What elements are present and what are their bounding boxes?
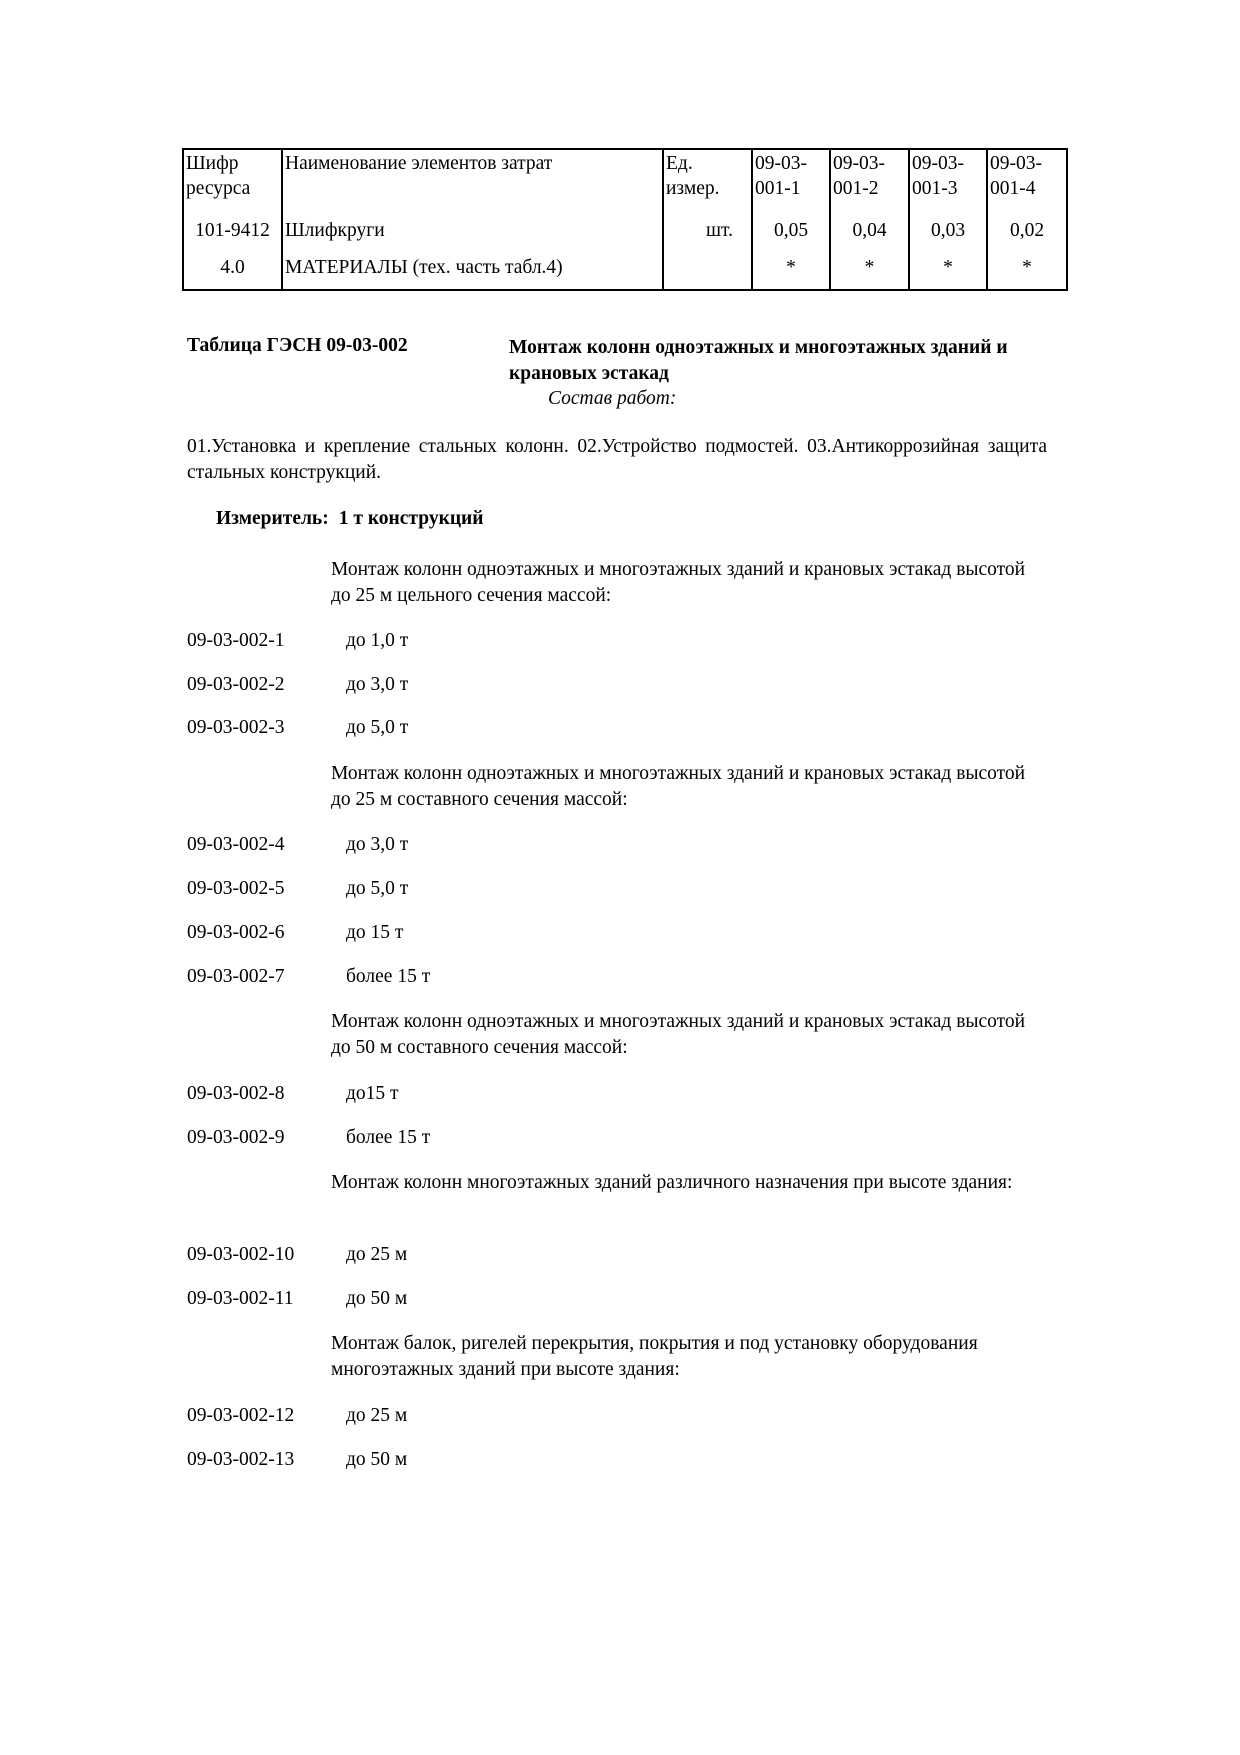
- rate-code: 09-03-002-10: [187, 1244, 295, 1265]
- rate-code: 09-03-002-13: [187, 1449, 295, 1470]
- cell-code: 4.0: [183, 252, 282, 290]
- rate-code: 09-03-002-9: [187, 1127, 285, 1148]
- work-composition: 01.Установка и крепление стальных колонн. 02.Устройство подмостей. 03.Антикоррозийная защита стальных конструкций.: [187, 436, 1047, 483]
- rate-desc: до 5,0 т: [346, 717, 409, 738]
- table-row: [183, 252, 1067, 290]
- rate-desc: до 50 м: [346, 1449, 408, 1470]
- rate-desc: до 5,0 т: [346, 878, 409, 899]
- rate-code: 09-03-002-1: [187, 630, 285, 651]
- cell-value: 0,05: [752, 215, 830, 252]
- header-col-4: 09-03- 001-4: [987, 149, 1067, 215]
- rate-code: 09-03-002-11: [187, 1288, 294, 1309]
- table-title: Монтаж колонн одноэтажных и многоэтажных зданий и крановых эстакад: [509, 337, 1008, 384]
- group-heading: Монтаж колонн одноэтажных и многоэтажных зданий и крановых эстакад высотой до 50 м составного сечения массой:: [331, 1011, 1026, 1058]
- table-row: [183, 215, 1067, 252]
- rate-code: 09-03-002-7: [187, 966, 285, 987]
- cell-value: 0,02: [987, 215, 1067, 252]
- rate-code: 09-03-002-6: [187, 922, 285, 943]
- cell-value: *: [830, 252, 909, 290]
- rate-desc: до 1,0 т: [346, 630, 409, 651]
- rate-desc: до 3,0 т: [346, 834, 409, 855]
- cell-value: *: [752, 252, 830, 290]
- cell-name: Шлифкруги: [282, 215, 663, 252]
- measure-value: 1 т конструкций: [338, 508, 484, 529]
- header-col-2: 09-03- 001-2: [830, 149, 909, 215]
- header-col-3: 09-03- 001-3: [909, 149, 987, 215]
- group-heading: Монтаж колонн многоэтажных зданий различного назначения при высоте здания:: [331, 1172, 1013, 1193]
- composition-title: Состав работ:: [548, 388, 677, 409]
- rate-desc: до 50 м: [346, 1288, 408, 1309]
- rate-code: 09-03-002-3: [187, 717, 285, 738]
- rate-code: 09-03-002-2: [187, 674, 285, 695]
- table-label: Таблица ГЭСН 09-03-002: [187, 335, 408, 356]
- rate-desc: до 25 м: [346, 1244, 408, 1265]
- cell-value: 0,04: [830, 215, 909, 252]
- cell-value: *: [987, 252, 1067, 290]
- rate-code: 09-03-002-4: [187, 834, 285, 855]
- rate-desc: до15 т: [346, 1083, 399, 1104]
- rate-desc: более 15 т: [346, 966, 431, 987]
- rate-desc: более 15 т: [346, 1127, 431, 1148]
- resource-table: [182, 148, 1068, 291]
- cell-code: 101-9412: [183, 215, 282, 252]
- group-heading: Монтаж балок, ригелей перекрытия, покрытия и под установку оборудования многоэтажных зданий при высоте здания:: [331, 1333, 978, 1380]
- cell-unit: [663, 252, 752, 290]
- header-col-1: 09-03- 001-1: [752, 149, 830, 215]
- measure-label: Измеритель:: [216, 508, 329, 529]
- header-code: Шифр ресурса: [183, 149, 282, 215]
- table-header-row: [183, 149, 1067, 215]
- rate-code: 09-03-002-12: [187, 1405, 295, 1426]
- rate-desc: до 3,0 т: [346, 674, 409, 695]
- cell-name: МАТЕРИАЛЫ (тех. часть табл.4): [282, 252, 663, 290]
- rate-code: 09-03-002-8: [187, 1083, 285, 1104]
- header-unit: Ед. измер.: [663, 149, 752, 215]
- measure: [216, 508, 484, 530]
- group-heading: Монтаж колонн одноэтажных и многоэтажных зданий и крановых эстакад высотой до 25 м цельного сечения массой:: [331, 559, 1026, 606]
- rate-code: 09-03-002-5: [187, 878, 285, 899]
- cell-value: 0,03: [909, 215, 987, 252]
- rate-desc: до 25 м: [346, 1405, 408, 1426]
- group-heading: Монтаж колонн одноэтажных и многоэтажных зданий и крановых эстакад высотой до 25 м составного сечения массой:: [331, 763, 1026, 810]
- cell-unit: шт.: [663, 215, 752, 252]
- rate-desc: до 15 т: [346, 922, 404, 943]
- cell-value: *: [909, 252, 987, 290]
- header-name: Наименование элементов затрат: [282, 149, 663, 215]
